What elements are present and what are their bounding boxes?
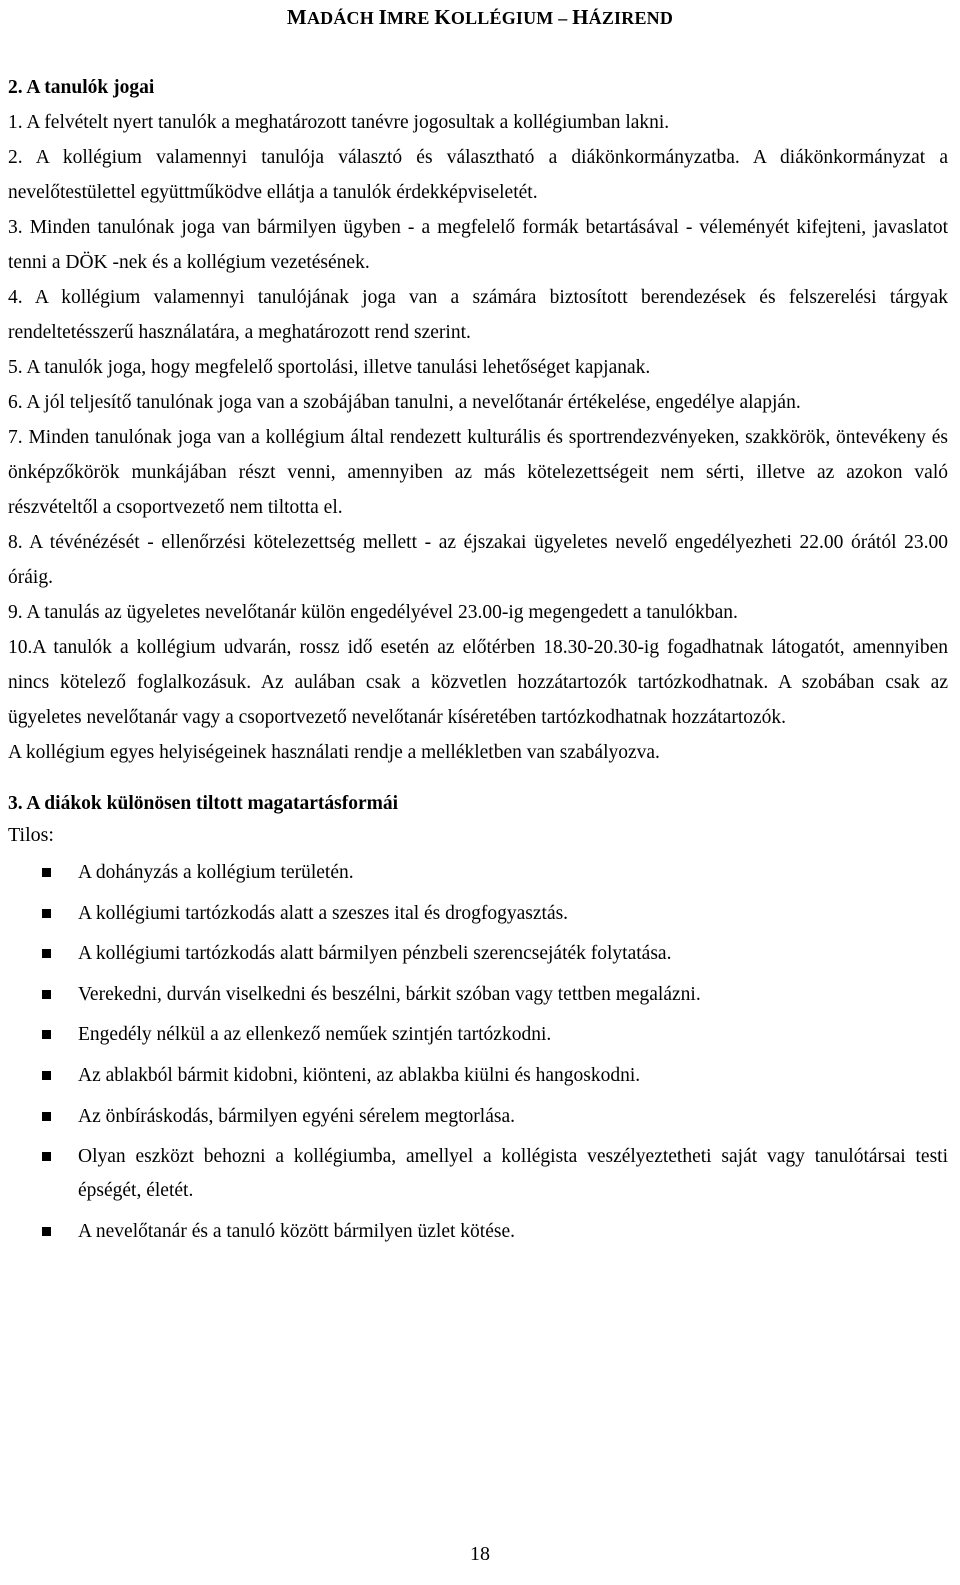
list-item <box>8 978 948 1012</box>
list-item-text: A dohányzás a kollégium területén. <box>78 862 354 883</box>
page-header <box>0 5 960 30</box>
list-item <box>8 856 948 890</box>
rights-item-10: 10.A tanulók a kollégium udvarán, rossz idő esetén az előtérben 18.30-20.30-ig fogadhatnak látogatót, amennyiben nincs kötelező foglalkozásuk. Az aulában csak a közvetlen hozzátartozók tartózkodhatnak. A szobában csak az ügyeletes nevelőtanár vagy a csoportvezető nevelőtanár kíséretében tartózkodhatnak hozzátartozók. <box>8 637 948 728</box>
list-item-text: Az ablakból bármit kidobni, kiönteni, az ablakba kiülni és hangoskodni. <box>78 1064 641 1086</box>
list-item-text: Engedély nélkül a az ellenkező neműek szintjén tartózkodni. <box>78 1024 552 1046</box>
list-item-text: Az önbíráskodás, bármilyen egyéni sérelem megtorlása. <box>78 1105 515 1127</box>
header-word-4-rest: ÁZIREND <box>588 8 674 28</box>
list-item-text: A kollégiumi tartózkodás alatt a szeszes ital és drogfogyasztás. <box>78 902 569 924</box>
header-dash: – <box>558 8 573 28</box>
rights-item-6: 6. A jól teljesítő tanulónak joga van a szobájában tanulni, a nevelőtanár értékelése, engedélye alapján. <box>8 392 801 413</box>
rights-item-2: 2. A kollégium valamennyi tanulója választó és választható a diákönkormányzatba. A diákönkormányzat a nevelőtestülettel együttműködve ellátja a tanulók érdekképviseletét. <box>8 147 948 203</box>
rights-item-8: 8. A tévénézését - ellenőrzési kötelezettség mellett - az éjszakai ügyeletes nevelő engedélyezheti 22.00 órától 23.00 óráig. <box>8 532 948 588</box>
square-bullet-icon <box>42 1152 51 1161</box>
list-item <box>8 1140 948 1208</box>
square-bullet-icon <box>42 1071 51 1080</box>
rights-item-9: 9. A tanulás az ügyeletes nevelőtanár külön engedélyével 23.00-ig megengedett a tanulókban. <box>8 602 738 623</box>
square-bullet-icon <box>42 1030 51 1039</box>
square-bullet-icon <box>42 909 51 918</box>
list-item-text: A nevelőtanár és a tanuló között bármilyen üzlet kötése. <box>78 1220 515 1242</box>
header-word-4-initial: H <box>572 5 589 29</box>
list-item <box>8 937 948 971</box>
list-item-text: Verekedni, durván viselkedni és beszélni, bárkit szóban vagy tettben megalázni. <box>78 983 701 1005</box>
rights-item-3: 3. Minden tanulónak joga van bármilyen ügyben - a megfelelő formák betartásával - véleményét kifejteni, javaslatot tenni a DÖK -nek és a kollégium vezetésének. <box>8 217 948 273</box>
rights-closing: A kollégium egyes helyiségeinek használati rendje a mellékletben van szabályozva. <box>8 742 660 763</box>
square-bullet-icon <box>42 1112 51 1121</box>
section-3-heading: 3. A diákok különösen tiltott magatartásformái <box>8 793 399 814</box>
header-word-3-rest: OLLÉGIUM <box>450 8 559 28</box>
prohibited-list <box>8 856 948 1249</box>
section-2-heading: 2. A tanulók jogai <box>8 77 155 98</box>
header-word-1-initial: M <box>286 5 307 29</box>
square-bullet-icon <box>42 949 51 958</box>
header-word-1-rest: ADÁCH <box>306 8 379 28</box>
list-item-text: A kollégiumi tartózkodás alatt bármilyen pénzbeli szerencsejáték folytatása. <box>78 943 672 965</box>
list-item-text: Olyan eszközt behozni a kollégiumba, amellyel a kollégista veszélyeztetheti saját vagy tanulótársai testi épségét, életét. <box>78 1146 948 1202</box>
header-word-3-initial: K <box>434 5 451 29</box>
rights-item-1: 1. A felvételt nyert tanulók a meghatározott tanévre jogosultak a kollégiumban lakni. <box>8 112 670 133</box>
list-item <box>8 1059 948 1093</box>
square-bullet-icon <box>42 990 51 999</box>
list-item <box>8 1215 948 1249</box>
square-bullet-icon <box>42 1227 51 1236</box>
rights-item-4: 4. A kollégium valamennyi tanulójának joga van a számára biztosított berendezések és felszerelési tárgyak rendeltetésszerű használatára, a meghatározott rend szerint. <box>8 287 948 343</box>
document-body <box>8 70 948 1255</box>
prohibited-intro: Tilos: <box>8 824 54 846</box>
list-item <box>8 1018 948 1052</box>
list-item <box>8 1100 948 1134</box>
square-bullet-icon <box>42 868 51 877</box>
header-word-2-rest: MRE <box>387 8 435 28</box>
rights-item-5: 5. A tanulók joga, hogy megfelelő sportolási, illetve tanulási lehetőséget kapjanak. <box>8 357 651 378</box>
header-word-2-initial: I <box>378 5 388 29</box>
list-item <box>8 897 948 931</box>
rights-item-7: 7. Minden tanulónak joga van a kollégium által rendezett kulturális és sportrendezvényeken, szakkörök, öntevékeny és önképzőkörök munkájában részt venni, amennyiben az más kötelezettségeit nem sérti, illetve az azokon való részvételtől a csoportvezető nem tiltotta el. <box>8 427 948 518</box>
page-number: 18 <box>470 1543 490 1565</box>
